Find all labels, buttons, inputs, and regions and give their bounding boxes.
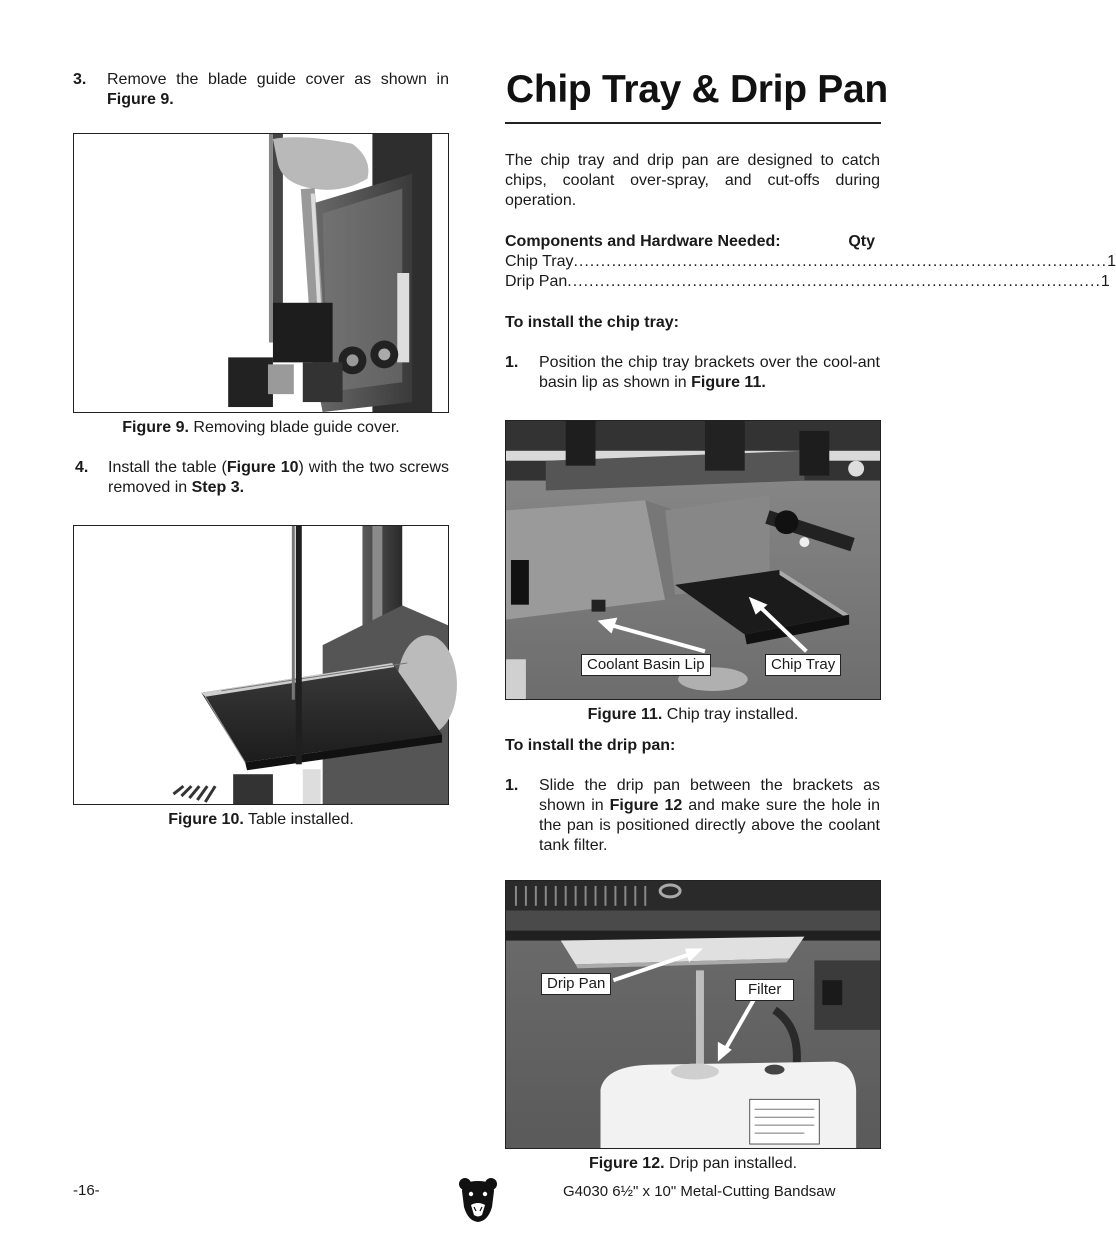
figure-9-caption: Figure 9. Removing blade guide cover. — [122, 419, 400, 436]
step-text: Remove the blade guide cover as shown in Figure 9. — [107, 71, 449, 108]
step-3 — [73, 70, 449, 112]
model-name: G4030 6½" x 10" Metal-Cutting Bandsaw — [563, 1183, 836, 1200]
step-text: Position the chip tray brackets over the cool-ant basin lip as shown in Figure 11. — [539, 354, 880, 391]
callout-filter: Filter — [735, 979, 794, 1001]
grizzly-bear-logo-icon — [458, 1177, 498, 1223]
install-chip-tray-heading: To install the chip tray: — [505, 314, 679, 331]
title-rule — [505, 122, 881, 124]
step-text: Slide the drip pan between the brackets as shown in Figure 12 and make sure the hole in the pan is positioned directly above the coolant tank filter. — [539, 777, 880, 854]
page-number: -16- — [73, 1182, 100, 1199]
callout-coolant-basin-lip: Coolant Basin Lip — [581, 654, 711, 676]
step-4 — [73, 458, 449, 500]
step-text: Install the table (Figure 10) with the two screws removed in Step 3. — [108, 459, 449, 496]
figure-11-caption: Figure 11. Chip tray installed. — [587, 706, 799, 723]
figure-10-caption: Figure 10. Table installed. — [168, 811, 354, 828]
page-title: Chip Tray & Drip Pan — [506, 68, 888, 111]
step-number: 3. — [73, 71, 87, 88]
step-number: 4. — [75, 459, 89, 476]
components-header: Components and Hardware Needed: Qty — [505, 233, 875, 250]
figure-12-caption: Figure 12. Drip pan installed. — [588, 1155, 798, 1172]
figure-9-photo — [73, 133, 449, 413]
callout-chip-tray: Chip Tray — [765, 654, 841, 676]
install-drip-pan-heading: To install the drip pan: — [505, 737, 676, 754]
pan-step-1 — [505, 776, 880, 858]
tray-step-1 — [505, 353, 880, 395]
qty-header: Qty — [848, 233, 875, 250]
step-number: 1. — [505, 777, 519, 794]
figure-12-photo — [505, 880, 881, 1149]
figure-11-photo — [505, 420, 881, 700]
component-row-drip-pan: Drip Pan .................................................................................................. 1 — [505, 273, 1110, 290]
component-row-chip-tray: Chip Tray .................................................................................................. 1 — [505, 253, 1116, 270]
step-number: 1. — [505, 354, 519, 371]
figure-10-photo — [73, 525, 449, 805]
callout-drip-pan: Drip Pan — [541, 973, 611, 995]
intro-paragraph: The chip tray and drip pan are designed to catch chips, coolant over-spray, and cut-offs during operation. — [505, 152, 880, 209]
